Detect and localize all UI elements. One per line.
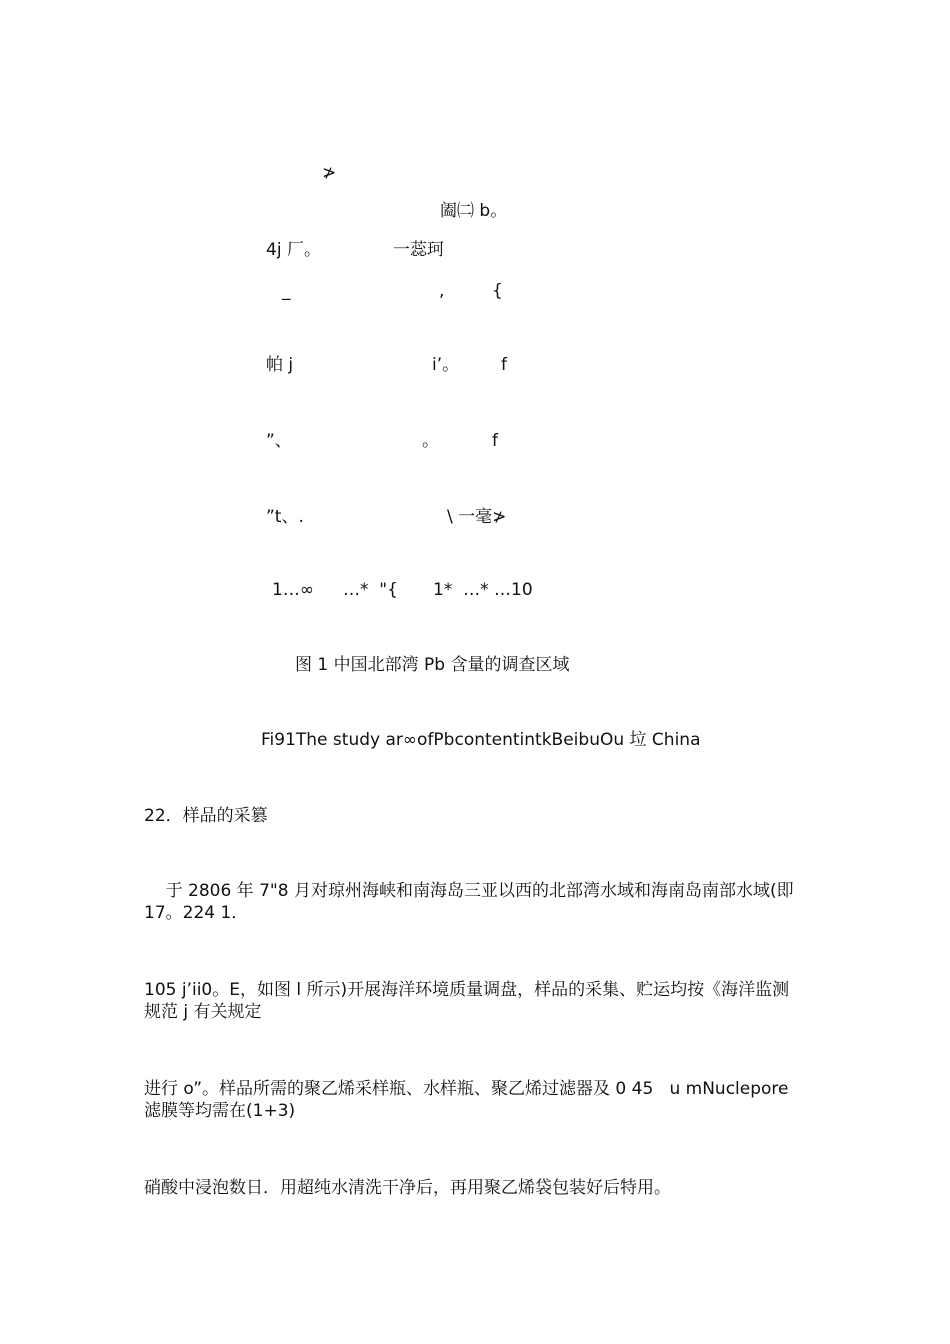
paragraph-line: 于 2806 年 7"8 月对琼州海峡和南海岛三亚以西的北部湾水域和海南岛南部水域(即 <box>144 881 794 901</box>
figure-fragment: { <box>492 281 503 301</box>
body-paragraph <box>144 1078 814 1122</box>
figure-fragment: 一蕊珂 <box>393 240 444 260</box>
section-heading: 22．样品的采篡 <box>144 806 268 826</box>
figure-fragment: i’。 <box>432 355 460 375</box>
paragraph-line: 17。224 1． <box>144 903 249 923</box>
body-paragraph <box>144 1177 814 1199</box>
figure-fragment: f <box>501 355 507 375</box>
body-paragraph <box>144 979 814 1023</box>
figure-fragment: 帕 j <box>266 355 294 375</box>
paragraph-line: 进行 o”。样品所需的聚乙烯采样瓶、水样瓶、聚乙烯过滤器及 0 45 u mNuclepore <box>144 1079 789 1099</box>
paragraph-line: 规范 j 有关规定 <box>144 1002 262 1022</box>
body-paragraph <box>144 880 814 924</box>
paragraph-line: 硝酸中浸泡数日．用超纯水清洗干净后，再用聚乙烯袋包装好后特用。 <box>144 1178 671 1198</box>
figure-fragment: \ 一毫≯ <box>447 507 507 527</box>
figure-fragment: 阖㈡ b。 <box>440 201 508 221</box>
figure-fragment: ”、 <box>266 431 292 451</box>
figure-fragment: ”t、. <box>266 507 304 527</box>
figure-fragment: _ <box>282 281 291 301</box>
figure-fragment: 。 <box>422 431 439 451</box>
figure-fragment: ≯ <box>322 163 337 183</box>
figure-fragment: , <box>439 281 445 301</box>
paragraph-line: 105 j’ii0。E，如图 l 所示)开展海洋环境质量调盘，样品的采集、贮运均按《海洋监测 <box>144 980 790 1000</box>
figure-fragment: f <box>492 431 498 451</box>
figure-fragment: 1…∞ <box>272 580 314 600</box>
figure-fragment: …* "{ <box>343 580 398 600</box>
figure-fragment: 4j 厂。 <box>266 240 321 260</box>
figure-fragment: 1* …* …10 <box>433 580 533 600</box>
figure-caption-cn: 图 1 中国北部湾 Pb 含量的调查区域 <box>295 655 570 675</box>
paragraph-line: 滤膜等均需在(1+3) <box>144 1101 296 1121</box>
figure-caption-en: Fi91The study ar∞ofPbcontentintkBeibuOu 垃 China <box>261 730 701 750</box>
